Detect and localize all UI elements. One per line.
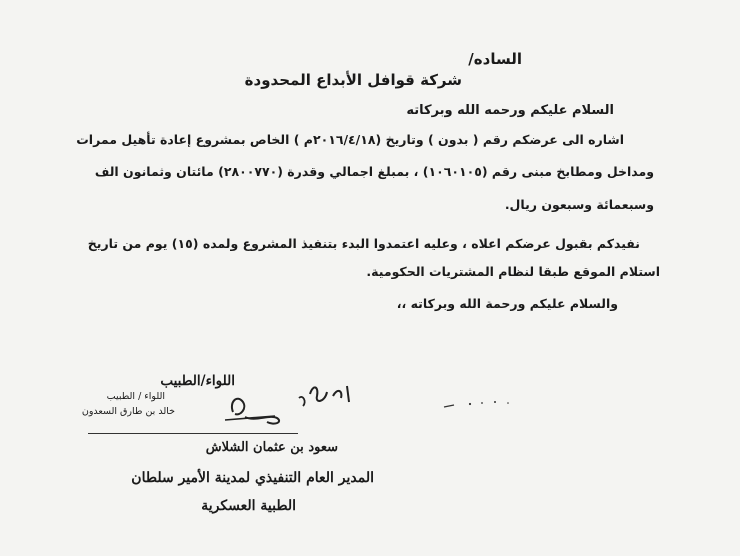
stamp-title: اللواء / الطبيب <box>106 391 165 402</box>
paragraph1-line2: ومداخل ومطابخ مبنى رقم (١٠٦٠١٠٥) ، بمبلغ اجمالي وقدرة (٢٨٠٠٧٧٠) مائتان وثمانون الف <box>94 164 654 179</box>
signatory-role-line1: المدير العام التنفيذي لمدينة الأمير سلطان <box>131 470 374 486</box>
company-name: شركة قوافل الأبداع المحدودة <box>244 71 462 89</box>
signatory-title: اللواء/الطبيب <box>160 373 235 389</box>
stamp-underline <box>88 433 298 434</box>
greeting-line: السلام عليكم ورحمه الله وبركاته <box>406 103 614 118</box>
signatory-name: سعود بن عثمان الشلاش <box>205 440 338 455</box>
paragraph2-line2: استلام الموقع طبقا لنظام المشتريات الحكومية. <box>366 264 660 279</box>
addressee-label: الساده/ <box>468 50 522 68</box>
paragraph1-line1: اشاره الى عرضكم رقم ( بدون ) وتاريخ (٢٠١٦/٤/١٨م ) الخاص بمشروع إعادة تأهيل ممرات <box>76 132 624 147</box>
paragraph2-line1: نفيدكم بقبول عرضكم اعلاه ، وعليه اعتمدوا البدء بتنفيذ المشروع ولمده (١٥) يوم من تاريخ <box>87 236 640 251</box>
handwritten-signature <box>215 372 365 432</box>
signatory-role-line2: الطبية العسكرية <box>201 498 296 514</box>
paragraph1-line3: وسبعمائة وسبعون ريال. <box>504 197 654 212</box>
closing-line: والسلام عليكم ورحمة الله وبركاته ،، <box>396 296 618 311</box>
stamp-name: خالد بن طارق السعدون <box>81 406 175 417</box>
paper-specks <box>440 395 520 415</box>
